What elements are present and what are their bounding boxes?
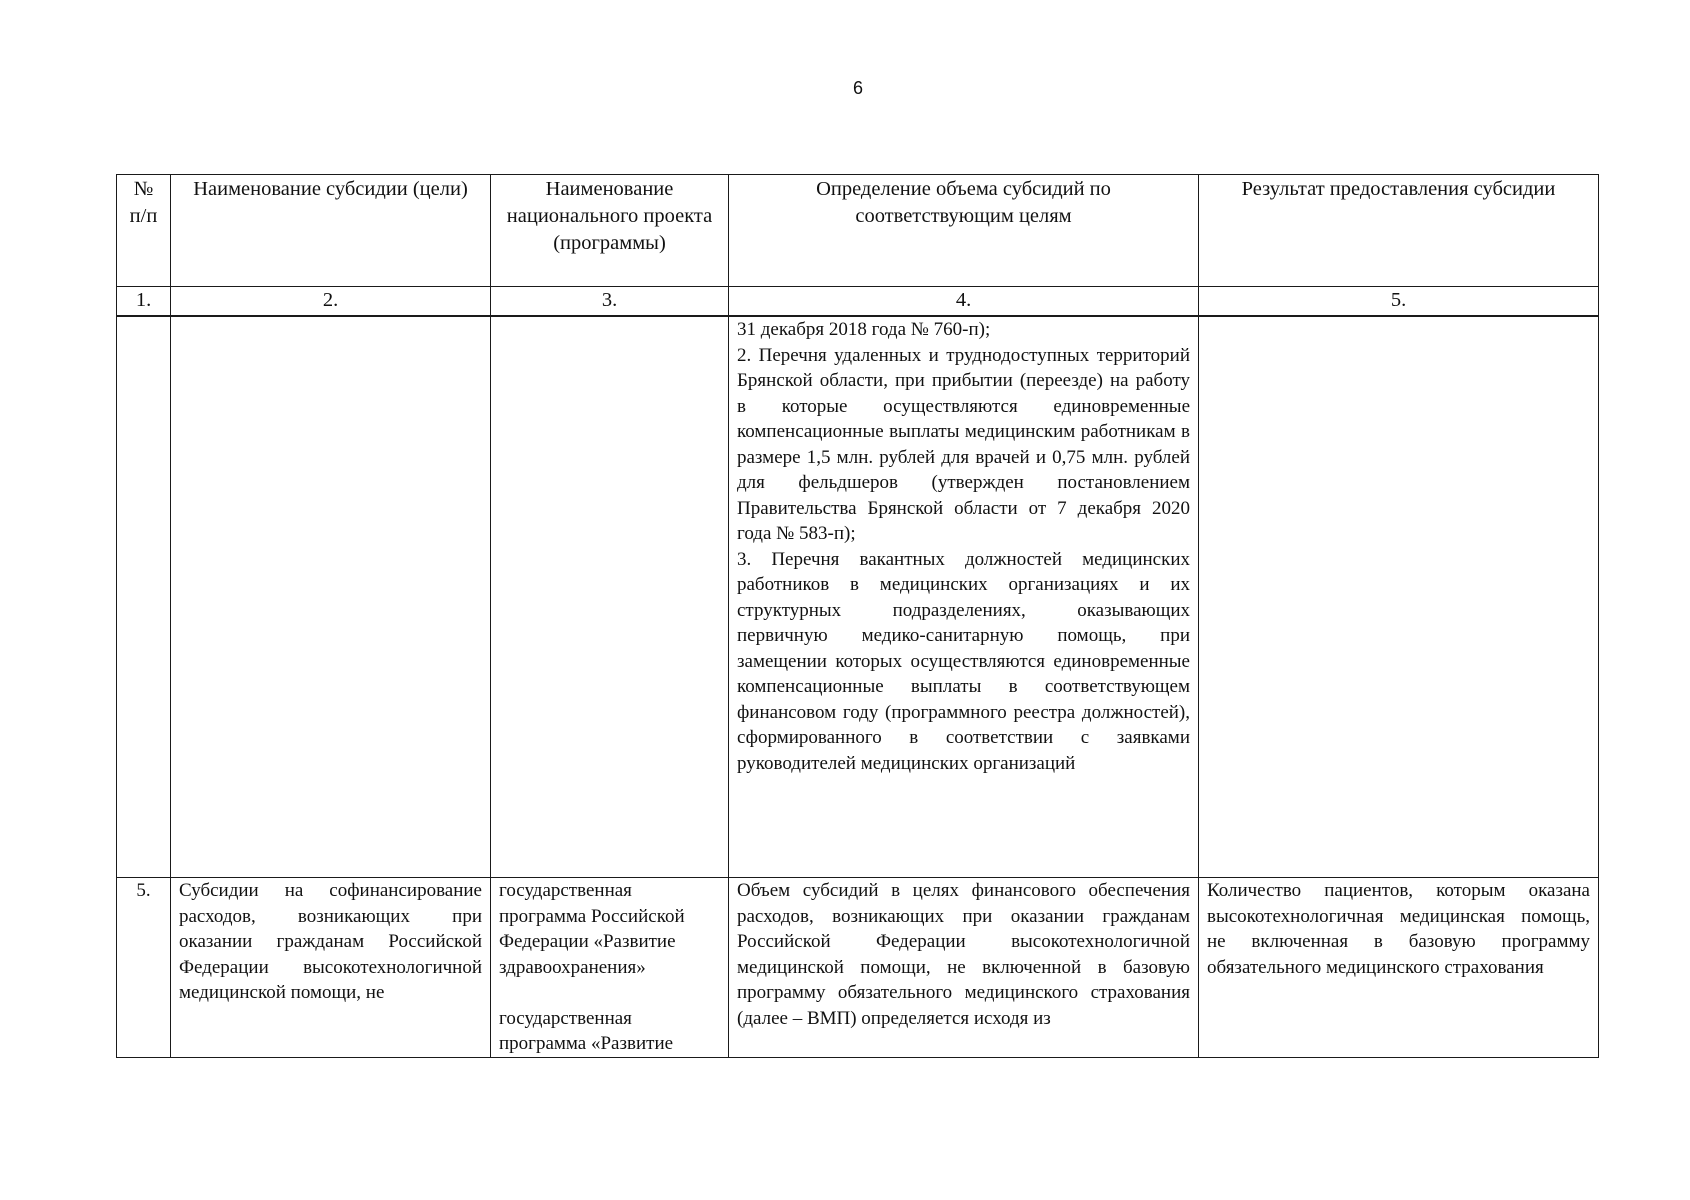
subsidy-table bbox=[116, 174, 1599, 1058]
header-number: № п/п bbox=[117, 175, 171, 287]
column-number-2: 2. bbox=[171, 287, 491, 317]
volume-definition-cell bbox=[729, 316, 1199, 878]
header-volume-definition: Определение объема субсидий по соответствующим целям bbox=[729, 175, 1199, 287]
table-cell bbox=[171, 316, 491, 878]
volume-definition-cell: Объем субсидий в целях финансового обеспечения расходов, возникающих при оказании гражданам Российской Федерации высокотехнологичной медицинской помощи, не включенной в базовую программу обязательного медицинского страхования (далее – ВМП) определяется исходя из bbox=[729, 878, 1199, 1058]
table-cell bbox=[1199, 316, 1599, 878]
header-result: Результат предоставления субсидии bbox=[1199, 175, 1599, 287]
header-national-project: Наименование национального проекта (программы) bbox=[491, 175, 729, 287]
table-header-row bbox=[117, 175, 1599, 287]
table-row bbox=[117, 316, 1599, 878]
program-name: государственная программа «Развитие bbox=[499, 1007, 674, 1054]
subsidy-name-cell: Субсидии на софинансирование расходов, возникающих при оказании гражданам Российской Федерации высокотехнологичной медицинской помощи, не bbox=[171, 878, 491, 1058]
table-row bbox=[117, 878, 1599, 1058]
table-cell bbox=[117, 316, 171, 878]
column-number-1: 1. bbox=[117, 287, 171, 317]
definition-paragraph: 3. Перечня вакантных должностей медицинских работников в медицинских организациях и их структурных подразделениях, оказывающих первичную медико-санитарную помощь, при замещении которых осуществляются единовременные компенсационные выплаты в соответствующем финансовом году (программного реестра должностей), сформированного в соответствии с заявками руководителей медицинских организаций bbox=[737, 548, 1190, 774]
page-number: 6 bbox=[852, 78, 863, 98]
column-number-3: 3. bbox=[491, 287, 729, 317]
header-subsidy-name: Наименование субсидии (цели) bbox=[171, 175, 491, 287]
definition-paragraph: 2. Перечня удаленных и труднодоступных территорий Брянской области, при прибытии (переезде) на работу в которые осуществляются единовременные компенсационные выплаты медицинским работникам в размере 1,5 млн. рублей для врачей и 0,75 млн. рублей для фельдшеров (утвержден постановлением Правительства Брянской области от 7 декабря 2020 года № 583-п); bbox=[737, 344, 1190, 544]
column-number-4: 4. bbox=[729, 287, 1199, 317]
table-cell bbox=[491, 316, 729, 878]
definition-paragraph: 31 декабря 2018 года № 760-п); bbox=[737, 319, 991, 340]
row-number: 5. bbox=[117, 878, 171, 1058]
national-project-cell bbox=[491, 878, 729, 1058]
result-cell: Количество пациентов, которым оказана высокотехнологичная медицинская помощь, не включенная в базовую программу обязательного медицинского страхования bbox=[1199, 878, 1599, 1058]
program-name: государственная программа Российской Федерации «Развитие здравоохранения» bbox=[499, 880, 685, 978]
column-number-row bbox=[117, 287, 1599, 317]
column-number-5: 5. bbox=[1199, 287, 1599, 317]
